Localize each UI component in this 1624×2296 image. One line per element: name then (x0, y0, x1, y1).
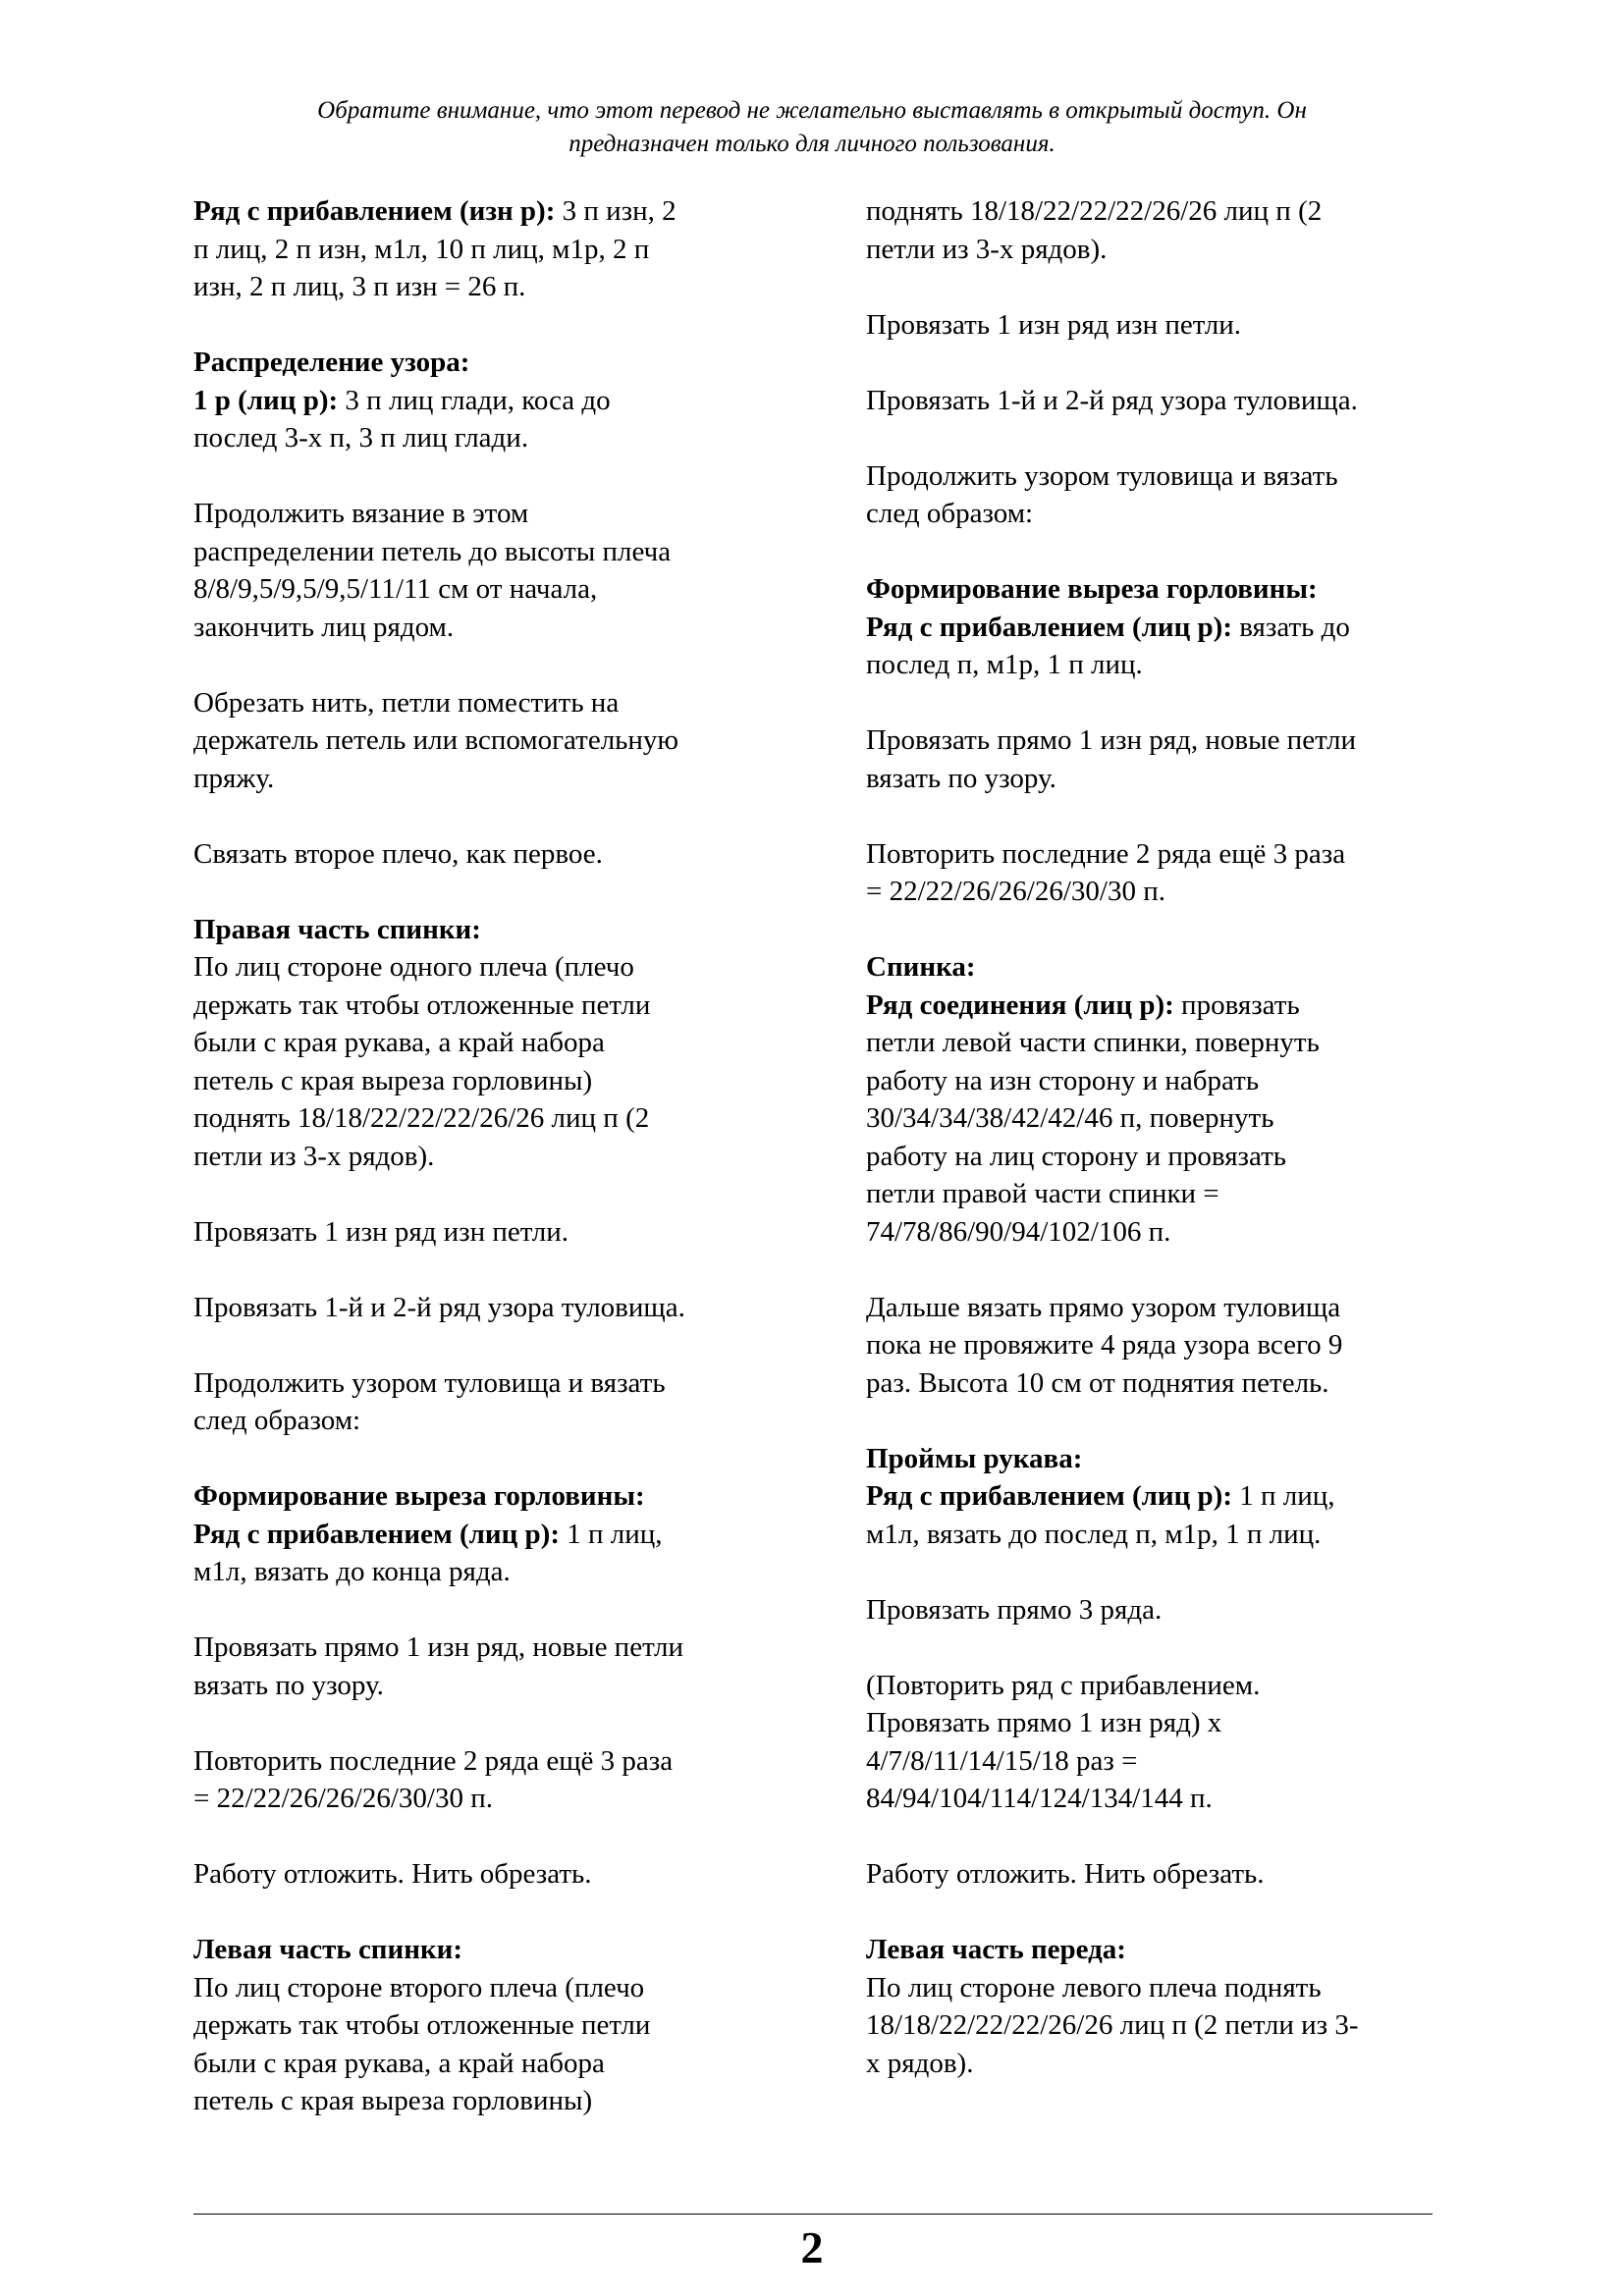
paragraph-continue-body-pattern: Продолжить узором туловища и вязать след образом: (193, 1366, 666, 1436)
paragraph-knit-straight: Дальше вязать прямо узором туловища пока не провяжите 4 ряда узора всего 9 раз. Высота 10 см от поднятия петель. (866, 1291, 1343, 1399)
left-column (193, 192, 783, 2120)
section-heading: Формирование выреза горловины: (193, 1480, 645, 1512)
paragraph-right-back: Правая часть спинки: По лиц стороне одного плеча (плечо держать так чтобы отложенные петли были с края рукава, а край набора петель с края выреза горловины) поднять 18/18/22/22/22/26/26 лиц п (2 петли из 3-х рядов). (193, 911, 783, 1176)
paragraph-armholes: Проймы рукава: Ряд с прибавлением (лиц р): 1 п лиц, м1л, вязать до послед п, м1р, 1 п лиц. (866, 1440, 1455, 1554)
paragraph-repeat-rows: Повторить последние 2 ряда ещё 3 раза = 22/22/26/26/26/30/30 п. (866, 837, 1346, 907)
footer-rule (193, 2214, 1433, 2215)
row-label: Ряд с прибавлением (лиц р): (866, 1480, 1232, 1512)
paragraph-increase-row-ws: Ряд с прибавлением (изн р): 3 п изн, 2 п лиц, 2 п изн, м1л, 10 п лиц, м1р, 2 п изн, 2 п лиц, 3 п изн = 26 п. (193, 195, 677, 302)
paragraph-cut-yarn: Обрезать нить, петли поместить на держатель петель или вспомогательную пряжу. (193, 686, 679, 794)
paragraph-continue-knitting: Продолжить вязание в этом распределении петель до высоты плеча 8/8/9,5/9,5/9,5/11/11 см от начала, закончить лиц рядом. (193, 498, 672, 643)
paragraph-purl-row: Провязать 1 изн ряд изн петли. (193, 1215, 568, 1248)
paragraph-straight-purl-row: Провязать прямо 1 изн ряд, новые петли вязать по узору. (866, 724, 1357, 794)
row-label: Ряд с прибавлением (лиц р): (193, 1518, 560, 1550)
page-number: 2 (800, 2222, 824, 2272)
paragraph-neckline-shaping: Формирование выреза горловины: Ряд с прибавлением (лиц р): вязать до послед п, м1р, 1 п лиц. (866, 570, 1455, 684)
distribution-notice (187, 94, 1437, 161)
paragraph-purl-row: Провязать 1 изн ряд изн петли. (866, 308, 1241, 341)
section-heading: Левая часть переда: (866, 1934, 1126, 1965)
right-column (866, 192, 1455, 2082)
section-heading: Спинка: (866, 951, 976, 983)
notice-line-1: Обратите внимание, что этот перевод не желательно выставлять в открытый доступ. Он (317, 97, 1307, 124)
paragraph-set-aside: Работу отложить. Нить обрезать. (866, 1858, 1265, 1890)
paragraph-body-pattern-rows: Провязать 1-й и 2-й ряд узора туловища. (866, 384, 1358, 416)
paragraph-second-shoulder: Связать второе плечо, как первое. (193, 837, 603, 870)
row-label: Ряд с прибавлением (изн р): (193, 195, 556, 227)
paragraph-left-front: Левая часть переда: По лиц стороне левого плеча поднять 18/18/22/22/22/26/26 лиц п (2 петли из 3- х рядов). (866, 1931, 1455, 2082)
section-heading: Проймы рукава: (866, 1442, 1083, 1474)
paragraph-body-pattern-rows: Провязать 1-й и 2-й ряд узора туловища. (193, 1291, 685, 1323)
row-label: Ряд соединения (лиц р): (866, 988, 1174, 1021)
section-heading: Правая часть спинки: (193, 913, 481, 945)
paragraph-continue-body-pattern: Продолжить узором туловища и вязать след образом: (866, 459, 1338, 529)
paragraph-set-aside: Работу отложить. Нить обрезать. (193, 1858, 592, 1890)
row-label: Ряд с прибавлением (лиц р): (866, 611, 1232, 643)
section-heading: Распределение узора: (193, 347, 470, 378)
row-label: 1 р (лиц р): (193, 384, 339, 416)
section-heading: Левая часть спинки: (193, 1934, 463, 1965)
paragraph-repeat-rows: Повторить последние 2 ряда ещё 3 раза = 22/22/26/26/26/30/30 п. (193, 1744, 674, 1814)
paragraph-pick-up-stitches: поднять 18/18/22/22/22/26/26 лиц п (2 петли из 3-х рядов). (866, 195, 1323, 265)
paragraph-left-back: Левая часть спинки: По лиц стороне второго плеча (плечо держать так чтобы отложенные петли были с края рукава, а край набора петель с края выреза горловины) (193, 1931, 783, 2120)
paragraph-three-rows: Провязать прямо 3 ряда. (866, 1593, 1163, 1626)
notice-line-2: предназначен только для личного пользования. (568, 131, 1056, 157)
paragraph-straight-purl-row: Провязать прямо 1 изн ряд, новые петли вязать по узору. (193, 1631, 684, 1701)
paragraph-neckline-shaping: Формирование выреза горловины: Ряд с прибавлением (лиц р): 1 п лиц, м1л, вязать до конца ряда. (193, 1477, 783, 1591)
paragraph-pattern-layout: Распределение узора: 1 р (лиц р): 3 п лиц глади, коса до послед 3-х п, 3 п лиц глади. (193, 344, 783, 457)
paragraph-repeat-increase: (Повторить ряд с прибавлением. Провязать прямо 1 изн ряд) х 4/7/8/11/14/15/18 раз = 84/94/104/114/124/134/144 п. (866, 1669, 1261, 1814)
paragraph-back-join: Спинка: Ряд соединения (лиц р): провязать петли левой части спинки, повернуть работу на изн сторону и набрать 30/34/34/38/42/42/46 п, повернуть работу на лиц сторону и провязать петли правой части спинки = 74/78/86/90/94/102/106 п. (866, 948, 1455, 1251)
section-heading: Формирование выреза горловины: (866, 573, 1318, 605)
